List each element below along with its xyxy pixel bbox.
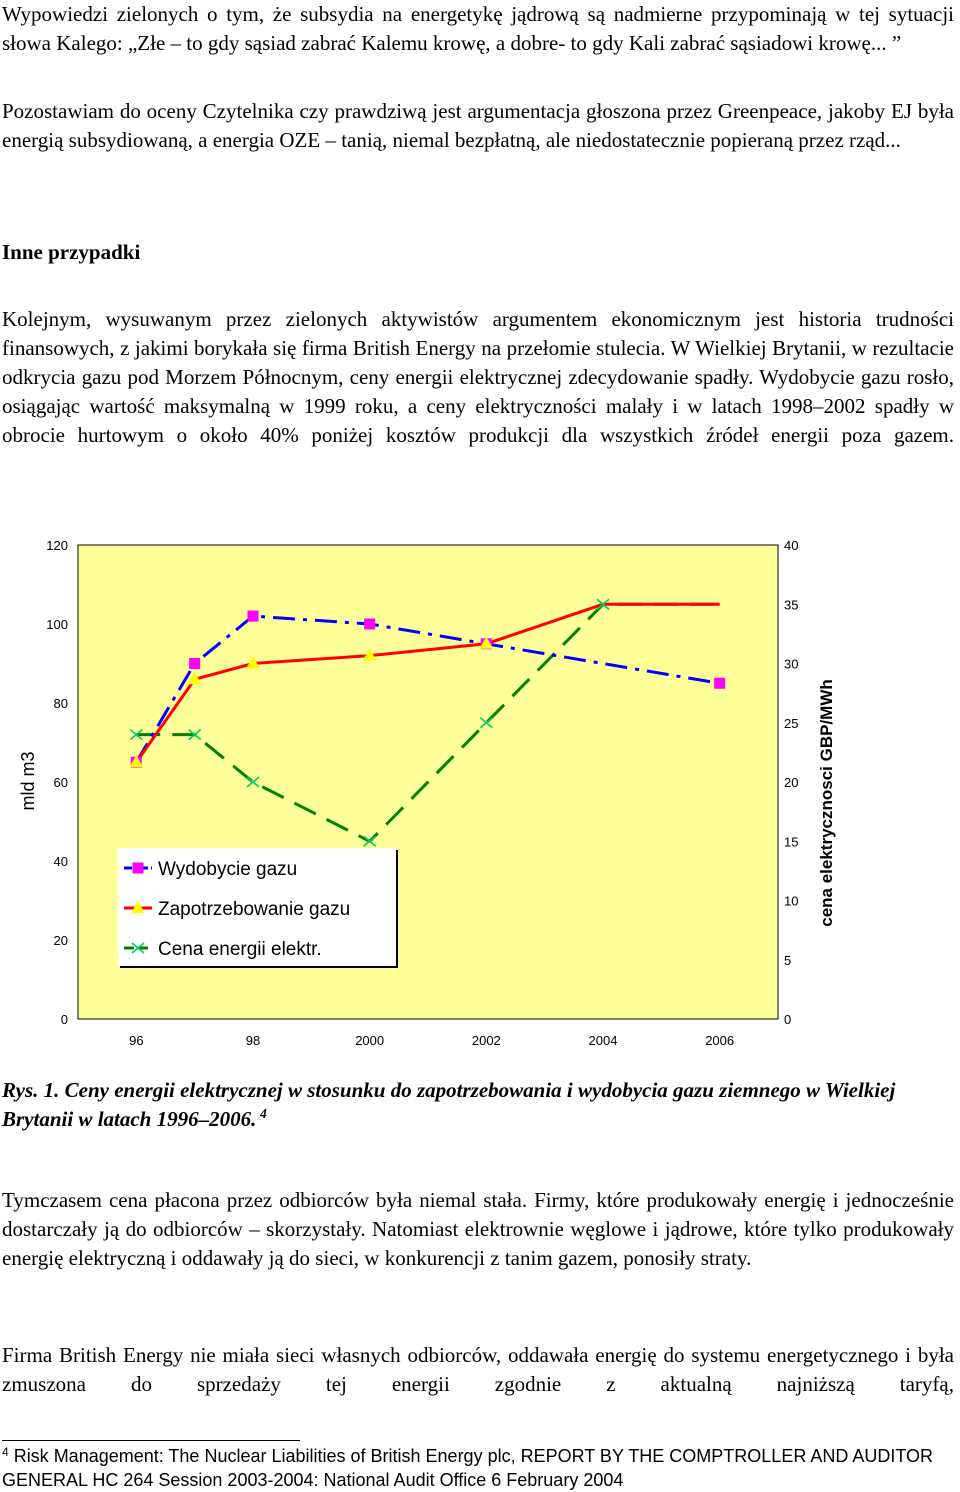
x-axis-ticks <box>129 1033 734 1048</box>
caption-text: Rys. 1. Ceny energii elektrycznej w stosunku do zapotrzebowania i wydobycia gazu ziemnego w Wielkiej Brytanii w latach 1996–2006. <box>2 1078 896 1131</box>
y-tick-label-4: 80 <box>53 696 68 711</box>
series-0-marker-1 <box>189 658 200 669</box>
x-tick-label-5: 2006 <box>705 1033 735 1048</box>
paragraph-3: Kolejnym, wysuwanym przez zielonych aktywistów argumentem ekonomicznym jest historia trudności finansowych, z jakimi borykała się firma British Energy na przełomie stulecia. W Wielkiej Brytanii, w rezultacie odkrycia gazu pod Morzem Północnym, ceny energii elektrycznej zdecydowanie spadły. Wydobycie gazu rosło, osiągając wartość maksymalną w 1999 roku, a ceny elektryczności malały i w latach 1998–2002 spadły w obrocie hurtowym o około 40% poniżej kosztów produkcji dla wszystkich źródeł energii poza gazem. <box>2 307 954 447</box>
y2-tick-label-4: 20 <box>784 775 799 790</box>
legend <box>118 848 398 968</box>
x-tick-label-1: 98 <box>245 1033 261 1048</box>
y2-tick-label-0: 0 <box>784 1012 792 1027</box>
y-tick-label-2: 40 <box>53 854 68 869</box>
paragraph-2: Pozostawiam do oceny Czytelnika czy prawdziwą jest argumentacja głoszona przez Greenpeace, jakoby EJ była energią subsydiowaną, a energia OZE – tanią, niemal bezpłatną, ale niedostatecznie popieraną przez rząd... <box>2 99 954 152</box>
caption-footnote-ref: 4 <box>259 1107 267 1122</box>
legend-label-2: Cena energii elektr. <box>158 939 322 960</box>
footnote <box>2 1444 954 1492</box>
y2-tick-label-8: 40 <box>784 538 799 553</box>
y-tick-label-1: 20 <box>53 933 68 948</box>
y2-tick-label-5: 25 <box>784 715 799 731</box>
y2-tick-label-6: 30 <box>784 656 799 672</box>
y2-axis-label: cena elektrycznosci GBP/MWh <box>817 679 836 927</box>
y2-tick-label-2: 10 <box>784 893 799 909</box>
paragraph-5: Firma British Energy nie miała sieci własnych odbiorców, oddawała energię do systemu energetycznego i była zmuszona do sprzedaży tej energii zgodnie z aktualną najniższą taryfą, <box>2 1343 954 1396</box>
y-tick-label-0: 0 <box>60 1012 68 1027</box>
legend-shadow-right <box>396 850 398 968</box>
footnote-marker: 4 <box>2 1445 9 1459</box>
left-axis-ticks <box>46 538 68 1027</box>
paragraph-4: Tymczasem cena płacona przez odbiorców była niemal stała. Firmy, które produkowały energię i jednocześnie dostarczały ją do odbiorców – skorzystały. Natomiast elektrownie węglowe i jądrowe, które tylko produkowały energię elektryczną i oddawały ją do sieci, w konkurencji z tanim gazem, ponosiły straty. <box>2 1188 954 1270</box>
y2-tick-label-1: 5 <box>784 952 792 968</box>
footnote-text: Risk Management: The Nuclear Liabilities of British Energy plc, REPORT BY THE COMPTROLLER AND AUDITOR GENERAL HC 264 Session 2003-2004: National Audit Office 6 February 2004 <box>2 1446 934 1490</box>
y-axis-label: mld m3 <box>18 751 38 811</box>
series-0-marker-5 <box>714 678 725 689</box>
x-tick-label-3: 2002 <box>471 1033 501 1048</box>
y-tick-label-3: 60 <box>53 775 68 790</box>
figure-caption <box>2 1076 954 1134</box>
series-0-marker-3 <box>364 619 375 630</box>
x-tick-label-2: 2000 <box>355 1033 385 1048</box>
legend-label-1: Zapotrzebowanie gazu <box>158 899 351 920</box>
x-tick-label-4: 2004 <box>588 1033 618 1048</box>
series-0-marker-2 <box>248 611 259 622</box>
legend-marker-0 <box>133 863 144 874</box>
y-tick-label-5: 100 <box>46 617 68 632</box>
right-axis-ticks <box>784 538 798 1027</box>
paragraph-1: Wypowiedzi zielonych o tym, że subsydia na energetykę jądrową są nadmierne przypominają w tej sytuacji słowa Kalego: „Złe – to gdy sąsiad zabrać Kalemu krowę, a dobre- to gdy Kali zabrać sąsiadowi krowę... ” <box>2 2 954 55</box>
gas-price-chart <box>0 528 960 1068</box>
legend-shadow-bottom <box>120 966 398 968</box>
y-tick-label-6: 120 <box>46 538 68 553</box>
footnote-rule <box>2 1440 300 1441</box>
legend-label-0: Wydobycie gazu <box>158 859 298 880</box>
section-heading: Inne przypadki <box>2 240 141 264</box>
y2-tick-label-7: 35 <box>784 597 799 613</box>
y2-tick-label-3: 15 <box>784 834 799 850</box>
x-tick-label-0: 96 <box>129 1033 144 1048</box>
